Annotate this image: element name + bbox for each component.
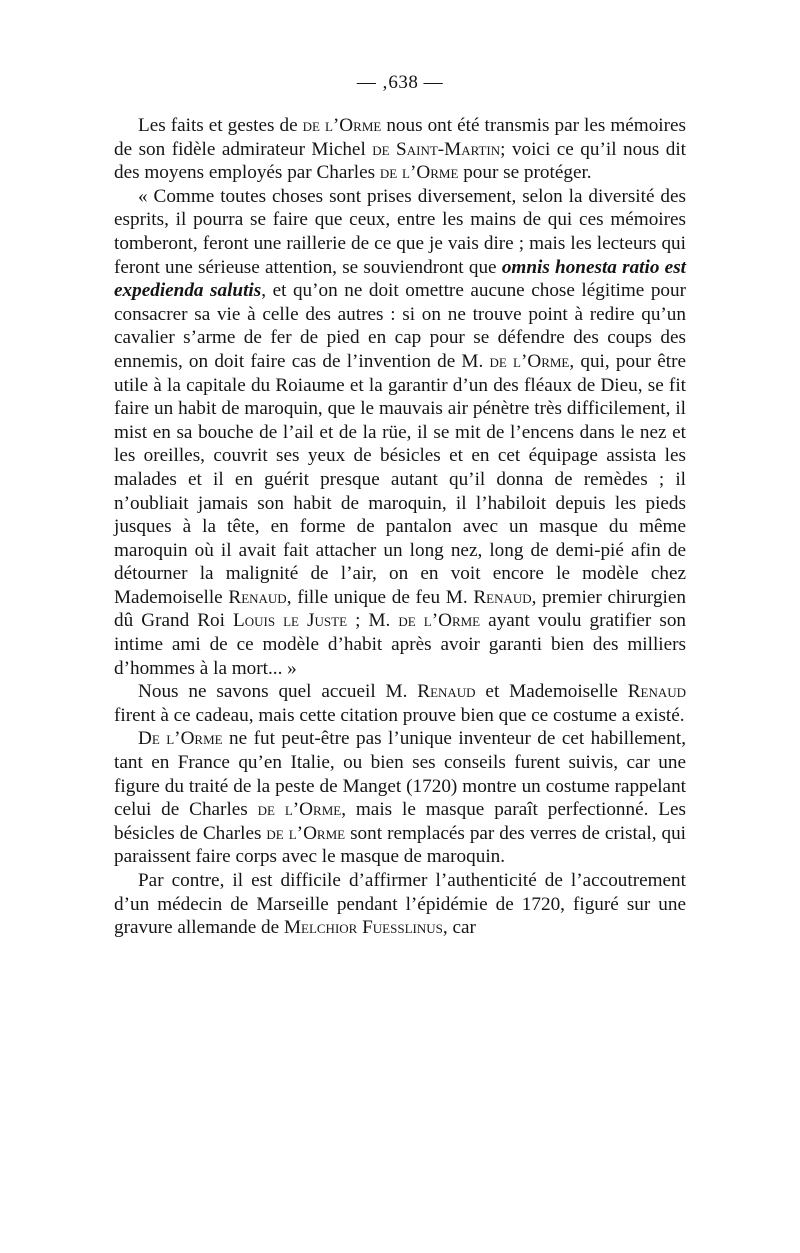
text-segment: , qui, pour être utile à la capitale du Roiaume et la garantir d’un des fléaux de Dieu, se fit faire un habit de maroquin, que le mauvais air pénètre très difficilement, il mist en sa bouche de l’ail et de la rüe, il se mit de l’encens dans le nez et les oreilles, couvrit ses yeux de bésicles et en cet équipage assista les malades et il en guérit presque autant qu’il donna de remèdes ; il n’oubliait jamais son habit de maroquin, il l’habiloit depuis les pieds jusques à la tête, en forme de pantalon avec un masque du même maroquin où il avait fait attacher un long nez, long de demi-pié afin de détourner la malignité de l’air, on en voit encore le modèle chez Mademoiselle [114, 350, 687, 608]
text-segment: ayant voulu gratifier son intime ami de ce modèle d’habit après avoir garanti bien des milliers d’hommes à la mort... » [114, 610, 687, 679]
text-segment: , premier chirurgien dû Grand Roi [114, 586, 686, 632]
text-segment: de Saint-Martin [372, 138, 501, 160]
text-segment: ; M. [347, 610, 399, 632]
text-segment: de l’Orme [257, 799, 342, 821]
text-segment: Nous ne savons quel accueil M. [138, 681, 418, 703]
text-segment: ; voici ce qu’il nous dit des moyens employés par Charles [114, 138, 686, 184]
text-segment: De l’Orme [138, 728, 223, 750]
text-segment: Renaud [627, 681, 686, 703]
text-segment: Melchior Fuesslinus [283, 917, 443, 939]
text-segment: firent à ce cadeau, mais cette citation prouve bien que ce costume a existé. [114, 704, 685, 726]
text-segment: Renaud [228, 586, 287, 608]
text-segment: de l’Orme [398, 610, 481, 632]
text-segment: ne fut peut-être pas l’unique inventeur de cet habillement, tant en France qu’en Italie, ou bien ses conseils furent suivis, car une figure du traité de la peste de Manget (1720) montre un costume rappelant celui de Charles [114, 728, 687, 821]
paragraph [114, 185, 686, 680]
text-segment: de l’Orme [266, 822, 346, 844]
text-segment: pour se protéger. [458, 162, 592, 184]
text-segment: Renaud [417, 681, 476, 703]
paragraph [114, 869, 686, 940]
text-segment: Louis le Juste [233, 610, 348, 632]
text-segment: , et qu’on ne doit omettre aucune chose légitime pour consacrer sa vie à celle des autres : si on ne trouve point à redire qu’un cavalier s’arme de fer de pied en cap pour se défendre des coups des ennemis, on doit faire cas de l’invention de M. [114, 280, 686, 372]
text-segment: , car [442, 917, 476, 939]
text-segment: omnis honesta ratio est expedienda salutis [114, 256, 686, 302]
text-segment: de l’Orme [379, 162, 459, 184]
text-segment: « Comme toutes choses sont prises diversement, selon la diversité des esprits, il pourra se faire que ceux, entre les mains de qui ces mémoires tomberont, feront une raillerie de ce que je vais dire ; mais les lecteurs qui feront une sérieuse attention, se souviendront que [114, 185, 686, 278]
paragraph [114, 727, 686, 869]
paragraph [114, 114, 686, 185]
text-segment: nous ont été transmis par les mémoires de son fidèle admirateur Michel [114, 115, 686, 160]
text-segment: , fille unique de feu M. [286, 586, 474, 608]
text-segment: Les faits et gestes de [138, 115, 303, 136]
text-segment: Renaud [473, 586, 532, 608]
paragraph [114, 680, 686, 727]
text-segment: et Mademoiselle [475, 681, 628, 703]
text-segment: , mais le masque paraît perfectionné. Les bésicles de Charles [114, 799, 686, 844]
text-segment: Par contre, il est difficile d’affirmer l’authenticité de l’accoutrement d’un médecin de Marseille pendant l’épidémie de 1720, figuré sur une gravure allemande de [114, 870, 686, 939]
text-segment: de l’Orme [489, 350, 570, 372]
body-text [114, 114, 686, 940]
text-segment: de l’Orme [302, 115, 382, 136]
text-segment: sont remplacés par des verres de cristal, qui paraissent faire corps avec le masque de maroquin. [114, 822, 687, 868]
page-number: — ‚638 — [356, 72, 444, 93]
